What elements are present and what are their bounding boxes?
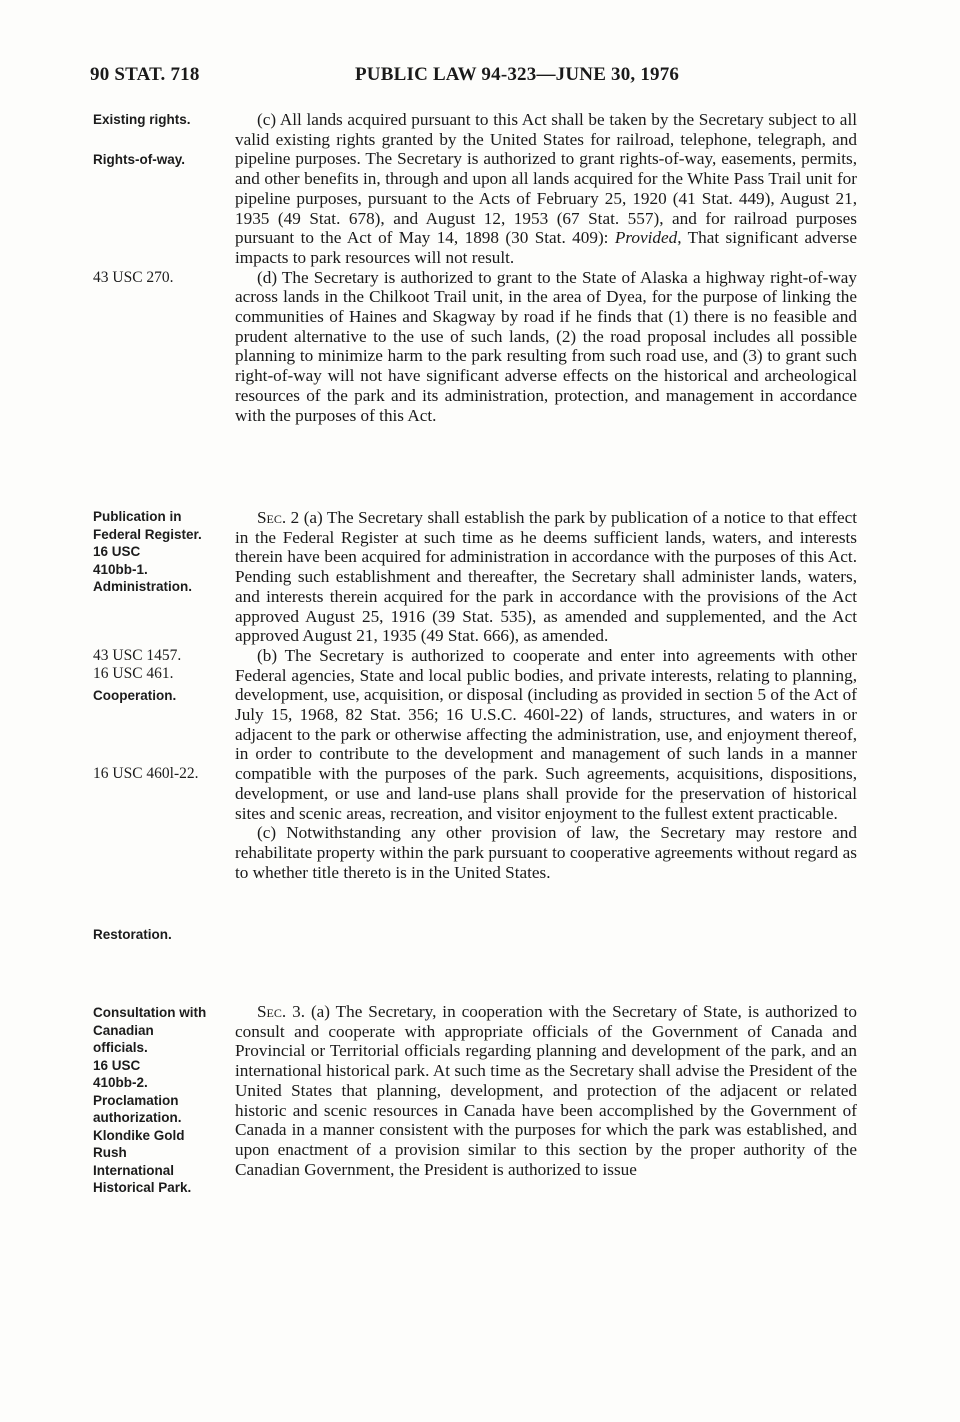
paragraph-1d: (d) The Secretary is authorized to grant to the State of Alaska a highway right-of-way across lands in the Chilkoot Trail unit, in the area of Dyea, for the purpose of linking the communities of Haines and Skagway by road if he finds that (1) there is no feasible and prudent alternative to the use of such lands, (2) the road proposal includes all possible planning to minimize harm to the park resulting from such road use, and (3) to grant such right-of-way will not have significant adverse effects on the historical and archeological resources of the park and its administration, protection, and management in accordance with the purposes of this Act.: [235, 267, 857, 425]
public-law-title: PUBLIC LAW 94-323—JUNE 30, 1976: [355, 64, 680, 85]
margin-note-usc-270: 43 USC 270.: [93, 269, 174, 286]
paragraph-1c: (c) All lands acquired pursuant to this Act shall be taken by the Secretary subject to all valid existing rights granted by the United States for railroad, telephone, telegraph, and pipeline purposes. The Secretary is authorized to grant rights-of-way, easements, permits, and other benefits in, through and upon all lands acquired for the White Pass Trail unit for pipeline purposes, pursuant to the Acts of February 25, 1920 (41 Stat. 449), August 21, 1935 (49 Stat. 678), and August 12, 1953 (67 Stat. 557), and for railroad purposes pursuant to the Act of May 14, 1898 (30 Stat. 409): Provided, That significant adverse impacts to park resources will not result.: [235, 110, 858, 267]
margin-note-cooperation: Cooperation.: [93, 688, 177, 703]
margin-note-usc-460l-22: 16 USC 460l-22.: [93, 765, 199, 782]
body-section-3: [235, 1002, 857, 1179]
paragraph-sec3a: Sec. 3. (a) The Secretary, in cooperation with the Secretary of State, is authorized to consult and cooperate with appropriate officials of the Government of Canada and Provincial or Territorial officials regarding planning and development of the park, and an international historical park. At such time as the Secretary shall advise the President of the United States that planning, development, and protection of the adjacent or related historic and scenic resources in Canada have been accomplished by the Government of Canada in a manner consistent with the purposes for which the park was established, and upon enactment of a provision similar to this section by the proper authority of the Canadian Government, the President is authorized to issue: [235, 1002, 857, 1179]
margin-note-consultation: Consultation with Canadian officials. 16 USC 410bb-2. Proclamation authorization. Klondike Gold Rush International Historical Park.: [93, 1005, 207, 1195]
body-section-2: [235, 508, 857, 882]
paragraph-sec2b: (b) The Secretary is authorized to cooperate and enter into agreements with other Federal agencies, State and local public bodies, and private interests, relating to planning, development, use, acquisition, or disposal (including as provided in section 5 of the Act of July 15, 1968, 82 Stat. 356; 16 U.S.C. 460l-22) of lands, structures, and waters in or adjacent to the park or otherwise affecting the administration, use, and enjoyment thereof, in order to contribute to the development and management of such lands in a manner compatible with the purposes of the park. Such agreements, acquisitions, dispositions, development, or use and land-use plans shall provide for the preservation of historical sites and scenic areas, recreation, and visitor enjoyment to the fullest extent practicable.: [235, 645, 857, 823]
margin-note-rights-of-way: Rights-of-way.: [93, 152, 185, 167]
paragraph-sec2c: (c) Notwithstanding any other provision of law, the Secretary may restore and rehabilitate property within the park pursuant to cooperative agreements without regard as to whether title thereto is in the United States.: [235, 823, 857, 882]
margin-note-restoration: Restoration.: [93, 927, 172, 942]
margin-note-existing-rights: Existing rights.: [93, 112, 191, 127]
margin-note-publication: Publication in Federal Register. 16 USC 410bb-1. Administration.: [93, 509, 202, 594]
statute-page-reference: 90 STAT. 718: [90, 64, 200, 85]
paragraph-sec2a: Sec. 2 (a) The Secretary shall establish the park by publication of a notice to that effect in the Federal Register at such time as he deems sufficient lands, waters, and interests therein have been acquired for administration in accordance with the purposes of this Act. Pending such establishment and thereafter, the Secretary shall administer lands, waters, and interests therein acquired for the park in accordance with the provisions of the Act approved August 25, 1916 (39 Stat. 535), as amended and supplemented, and the Act approved August 21, 1935 (49 Stat. 666), as amended.: [235, 508, 857, 646]
page-header: [0, 64, 960, 92]
body-section-1c-1d: [235, 110, 857, 425]
margin-note-usc-1457-461: 43 USC 1457. 16 USC 461.: [93, 647, 182, 682]
